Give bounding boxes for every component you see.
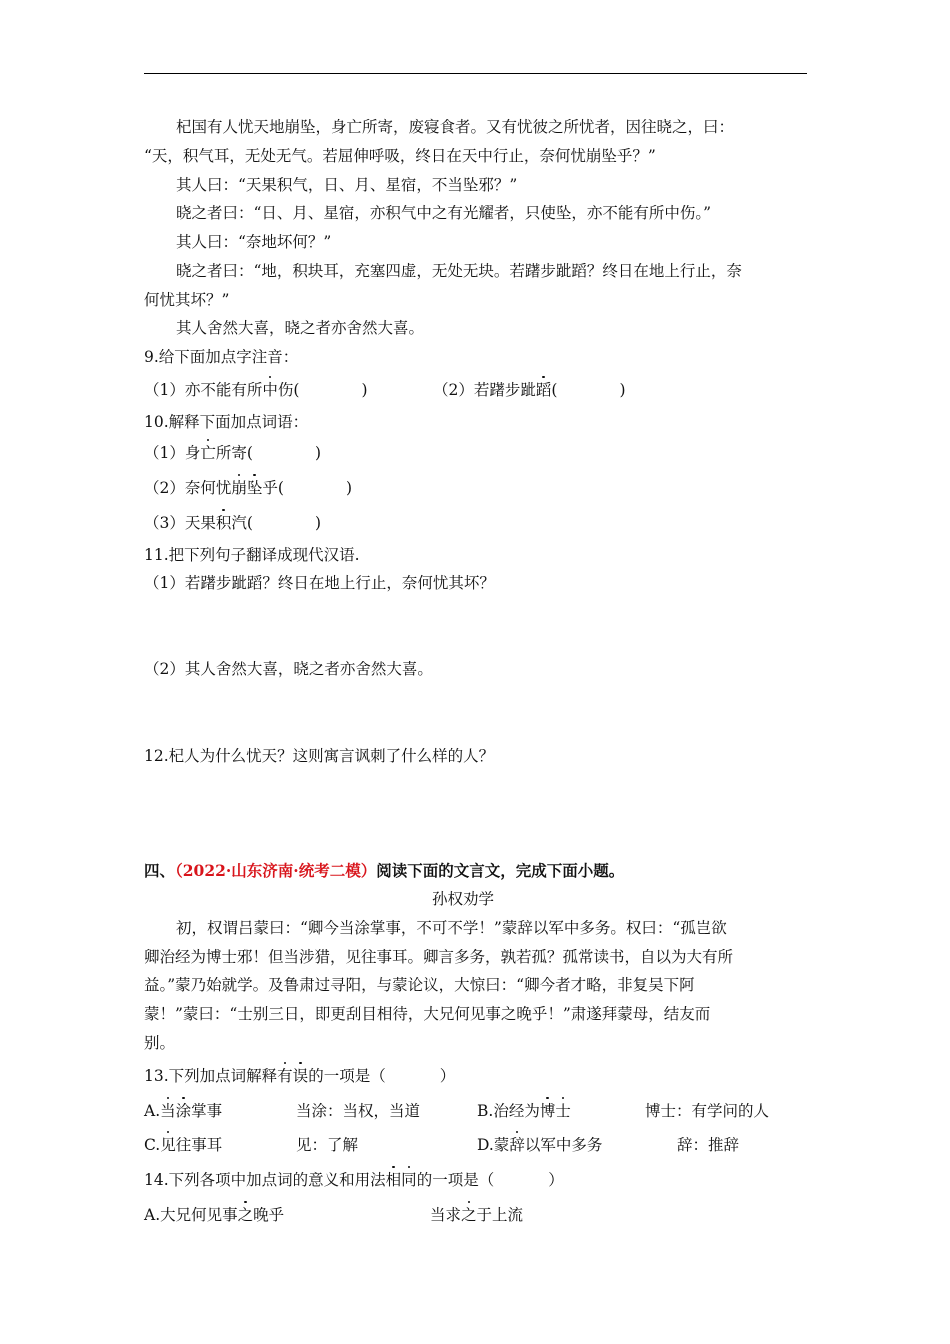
q13-option-c-gloss: 见：了解 <box>296 1136 359 1154</box>
passage2-line-1: 初，权谓吕蒙曰：“卿今当涂掌事，不可不学！”蒙辞以军中多务。权曰：“孤岂欲 <box>176 919 727 937</box>
passage1-line-8: 其人舍然大喜，晓之者亦舍然大喜。 <box>176 319 425 337</box>
q11-title: 11.把下列句子翻译成现代汉语. <box>144 546 360 564</box>
q13-option-d-gloss: 辞：推辞 <box>677 1136 740 1154</box>
dotted-char: 误 <box>292 1067 309 1085</box>
dotted-char: 中 <box>262 381 278 399</box>
dotted-char: 坠 <box>246 479 263 497</box>
dotted-char: 积 <box>215 514 232 532</box>
q11-item-1: （1）若躇步跐蹈？终日在地上行止，奈何忧其坏？ <box>144 574 495 592</box>
passage1-line-2: “天，积气耳，无处无气。若屈伸呼吸，终日在天中行止，奈何忧崩坠乎？” <box>144 147 656 165</box>
q10-item-1: （1）身亡所寄( ) <box>144 444 322 462</box>
passage2-line-3: 益。”蒙乃始就学。及鲁肃过寻阳，与蒙论议，大惊曰：“卿今者才略，非复吴下阿 <box>144 976 695 994</box>
q9-item-2: （2）若躇步跐蹈( ) <box>433 381 626 399</box>
q14-option-a-right: 当求之于上流 <box>430 1206 524 1224</box>
source-tag: （2022·山东济南·统考二模） <box>175 861 377 880</box>
q13-option-c[interactable]: C.见往事耳 <box>144 1136 223 1154</box>
passage2-line-4: 蒙！”蒙曰：“士别三日，即更刮目相待，大兄何见事之晚乎！”肃遂拜蒙母，结友而 <box>144 1005 711 1023</box>
q10-title: 10.解释下面加点词语： <box>144 413 309 431</box>
dotted-char: 同 <box>401 1171 417 1189</box>
passage1-line-3: 其人曰：“天果积气，日、月、星宿，不当坠邪？” <box>176 176 518 194</box>
dotted-char: 辞 <box>509 1136 525 1154</box>
q13-option-b-gloss: 博士：有学问的人 <box>645 1102 770 1120</box>
q10-item-2: （2）奈何忧崩坠乎( ) <box>144 479 353 497</box>
q13-option-d[interactable]: D.蒙辞以军中多务 <box>477 1136 603 1154</box>
passage1-line-6: 晓之者曰：“地，积块耳，充塞四虚，无处无块。若躇步跐蹈？终日在地上行止，奈 <box>176 262 742 280</box>
dotted-char: 见 <box>160 1136 176 1154</box>
dotted-char: 蹈 <box>535 381 552 399</box>
passage1-line-5: 其人曰：“奈地坏何？” <box>176 233 332 251</box>
q11-item-2: （2）其人舍然大喜，晓之者亦舍然大喜。 <box>144 660 433 678</box>
dotted-char: 士 <box>555 1102 571 1120</box>
dotted-char: 博 <box>539 1102 556 1120</box>
dotted-char: 当 <box>160 1102 176 1120</box>
passage2-line-2: 卿治经为博士邪！但当涉猎，见往事耳。卿言多务，孰若孤？孤常读书，自以为大有所 <box>144 948 734 966</box>
passage1-line-4: 晓之者曰：“日、月、星宿，亦积气中之有光耀者，只使坠，亦不能有所中伤。” <box>176 204 712 222</box>
dotted-char: 涂 <box>175 1102 192 1120</box>
q9-item-1: （1）亦不能有所中伤( ) <box>144 381 368 399</box>
passage2-title: 孙权劝学 <box>432 890 495 908</box>
q10-item-3: （3）天果积汽( ) <box>144 514 322 532</box>
section4-heading: 四、（2022·山东济南·统考二模）阅读下面的文言文，完成下面小题。 <box>144 861 625 880</box>
q9-title: 9.给下面加点字注音： <box>144 348 299 366</box>
dotted-char: 有 <box>277 1067 293 1085</box>
q13-title: 13.下列加点词解释有误的一项是（ ） <box>144 1067 456 1085</box>
q14-option-a[interactable]: A.大兄何见事之晚乎 <box>144 1206 285 1224</box>
passage1-line-7: 何忧其坏？” <box>144 291 230 309</box>
dotted-char: 之 <box>237 1206 254 1224</box>
passage2-line-5: 别。 <box>144 1034 176 1052</box>
q14-title: 14.下列各项中加点词的意义和用法相同的一项是（ ） <box>144 1171 564 1189</box>
dotted-char: 相 <box>385 1171 402 1189</box>
q13-option-a[interactable]: A.当涂掌事 <box>144 1102 223 1120</box>
q12-title: 12.杞人为什么忧天？这则寓言讽刺了什么样的人？ <box>144 747 495 765</box>
dotted-char: 之 <box>461 1206 477 1224</box>
dotted-char: 亡 <box>200 444 216 462</box>
q13-option-a-gloss: 当涂：当权，当道 <box>296 1102 421 1120</box>
passage1-line-1: 杞国有人忧天地崩坠，身亡所寄，废寝食者。又有忧彼之所忧者，因往晓之，曰： <box>176 118 735 136</box>
q13-option-b[interactable]: B.治经为博士 <box>477 1102 571 1120</box>
dotted-char: 崩 <box>231 479 247 497</box>
header-rule <box>144 73 807 74</box>
